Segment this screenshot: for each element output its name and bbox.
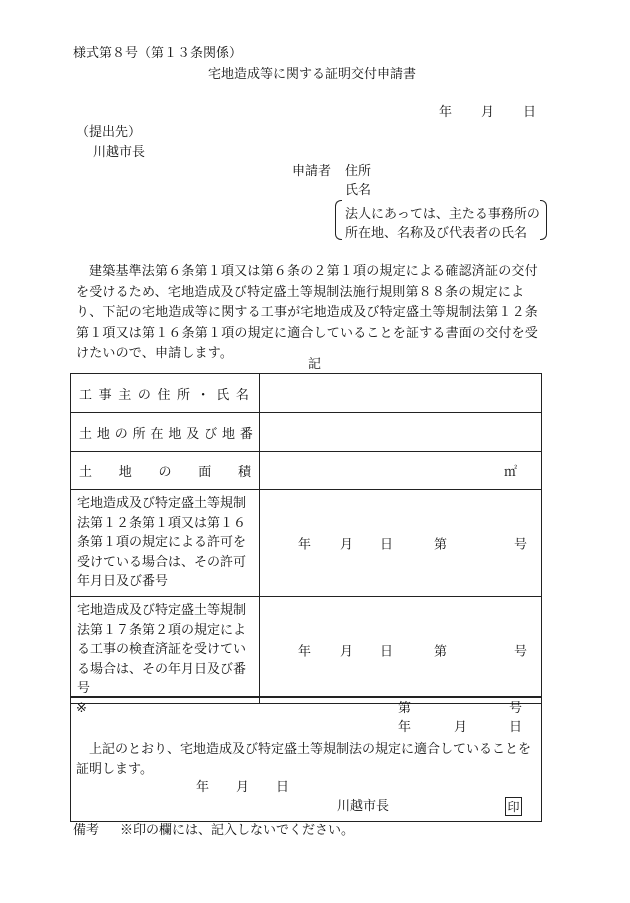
table-row-location [71, 413, 542, 452]
certificate-month: 月 [454, 720, 468, 735]
permit-value-cell[interactable] [260, 490, 542, 597]
applicant-address-label: 住所 [345, 164, 372, 179]
certificate-year: 年 [398, 720, 412, 735]
seal-label: 印 [507, 800, 520, 814]
inspection-day: 日 [380, 644, 394, 660]
certificate-date-day: 日 [276, 780, 290, 795]
recipient-label: （提出先） [76, 125, 142, 140]
certificate-date-year: 年 [196, 780, 210, 795]
inspection-go: 号 [514, 644, 528, 660]
inspection-dai: 第 [434, 644, 448, 660]
certificate-day: 日 [509, 720, 523, 735]
area-unit: ㎡ [503, 465, 517, 480]
area-value-cell[interactable] [260, 452, 542, 490]
table-row-owner [71, 374, 542, 413]
date-day-label: 日 [523, 105, 537, 120]
table-row-area [71, 452, 542, 490]
permit-label-cell [71, 490, 260, 597]
permit-day: 日 [380, 537, 394, 553]
corporation-note-line-2: 所在地、名称及び代表者の氏名 [345, 226, 528, 241]
applicant-name-label: 氏名 [345, 183, 372, 198]
corporation-note [335, 200, 547, 239]
permit-month: 月 [340, 537, 354, 553]
table-row-inspection [71, 596, 542, 703]
certificate-issuer: 川越市長 [337, 799, 390, 814]
date-month-label: 月 [481, 105, 495, 120]
inspection-label-cell [71, 596, 260, 703]
recipient-name: 川越市長 [93, 145, 146, 160]
owner-value-cell[interactable] [260, 374, 542, 413]
ki-label: 記 [308, 357, 322, 372]
corporation-note-line-1: 法人にあっては、主たる事務所の [345, 207, 540, 222]
inspection-label: 宅地造成及び特定盛土等規制法第１７条第２項の規定による工事の検査済証を受けている場合は、その年月日及び番号 [77, 602, 247, 697]
certificate-date-month: 月 [236, 780, 250, 795]
document-title: 宅地造成等に関する証明交付申請書 [208, 67, 417, 82]
owner-label-cell: 工 事 主 の 住 所 ・ 氏 名 [71, 374, 260, 413]
inspection-month: 月 [340, 644, 354, 660]
certificate-dai: 第 [398, 701, 412, 716]
certificate-go: 号 [509, 701, 523, 716]
table-row-permit [71, 490, 542, 597]
permit-label: 宅地造成及び特定盛土等規制法第１２条第１項又は第１６条第１項の規定による許可を受けている場合は、その許可年月日及び番号 [77, 496, 247, 590]
remarks-text: ※印の欄には、記入しないでください。 [120, 823, 355, 838]
permit-go: 号 [514, 537, 528, 553]
inspection-year: 年 [298, 644, 312, 660]
applicant-label: 申請者 [292, 164, 332, 179]
location-value-cell[interactable] [260, 413, 542, 452]
remarks-label: 備考 [73, 823, 100, 838]
certificate-text: 上記のとおり、宅地造成及び特定盛土等規制法の規定に適合していることを証明します。 [76, 742, 532, 777]
application-statement: 建築基準法第６条第１項又は第６条の２第１項の規定による確認済証の交付を受けるため、宅地造成及び特定盛土等規制法施行規則第８８条の規定により、下記の宅地造成等に関する工事が宅地造成及び特定盛土等規制法第１２条第１項又は第１６条第１項の規定に適合していることを証する書面の交付を受けたいので、申請します。 [76, 264, 539, 361]
certificate-mark: ※ [76, 701, 87, 716]
inspection-value-cell[interactable] [260, 596, 542, 703]
application-table [70, 373, 542, 704]
permit-year: 年 [298, 537, 312, 553]
location-label-cell: 土 地 の 所 在 地 及 び 地 番 [71, 413, 260, 452]
seal-box [505, 797, 522, 816]
date-year-label: 年 [439, 105, 453, 120]
area-label-cell: 土 地 の 面 積 [71, 452, 260, 490]
permit-dai: 第 [434, 537, 448, 553]
form-number: 様式第８号（第１３条関係） [73, 46, 243, 61]
